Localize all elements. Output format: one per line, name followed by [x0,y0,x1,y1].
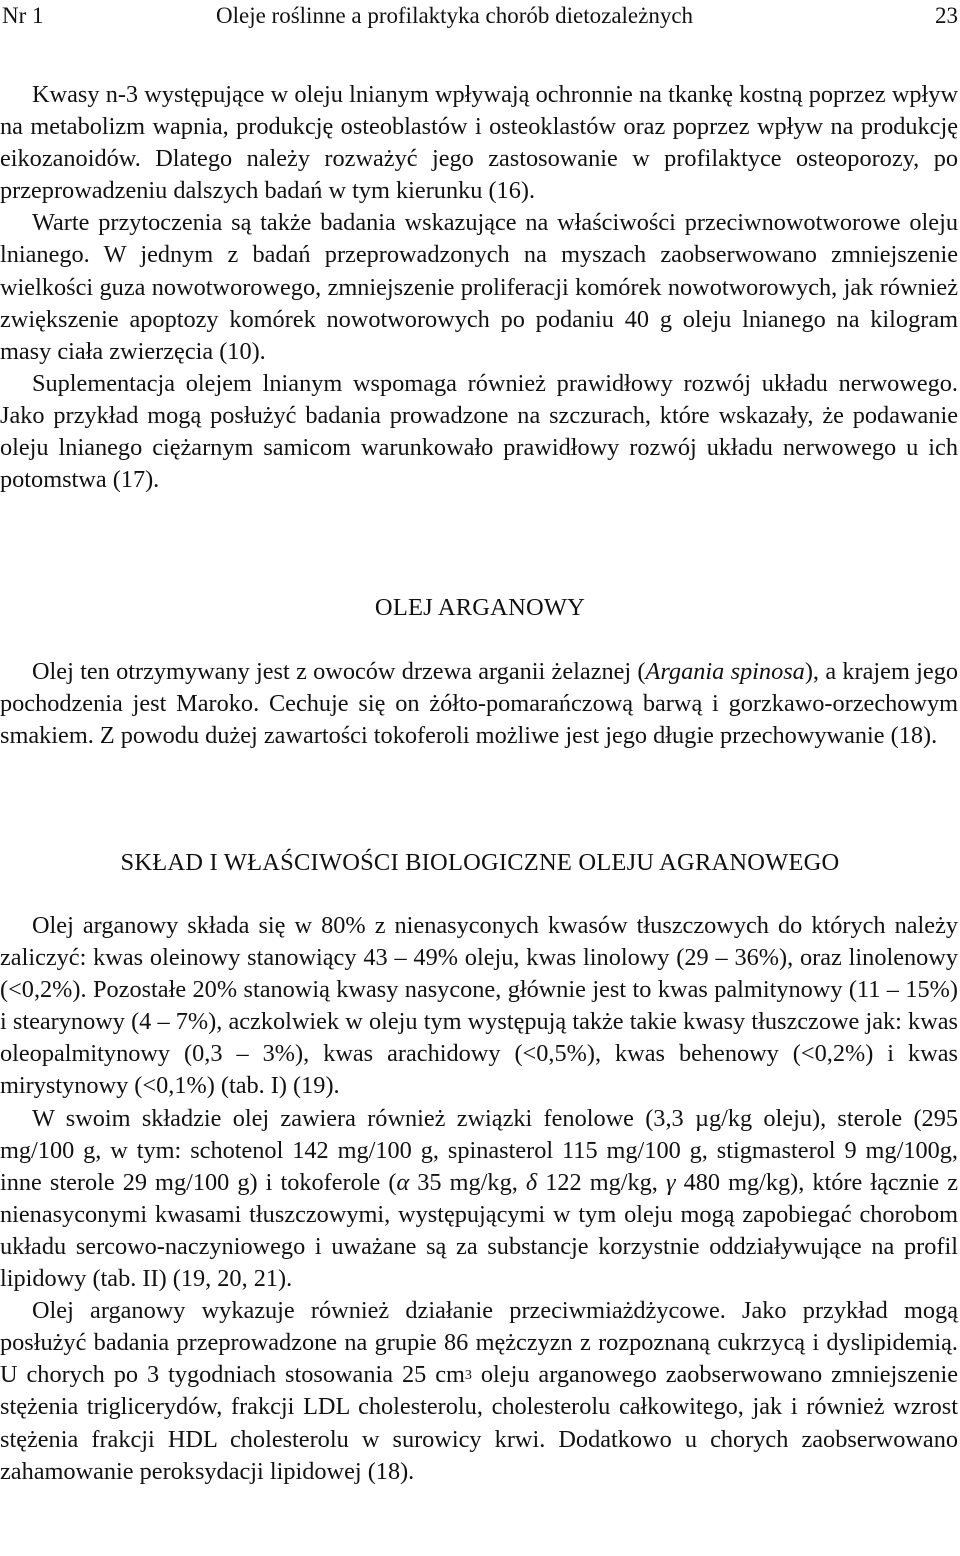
greek-delta: δ [525,1168,538,1196]
paragraph [0,1103,958,1296]
text-run: W swoim składzie olej zawiera również związki fenolowe (3,3 µg/kg oleju), sterole (295 mg/100 g, w tym: schotenol 142 mg/100 g, spinasterol 115 mg/100 g, stigmasterol 9 mg/100g, inne sterole 29 mg/100 g) i tokoferole ( [0,1104,958,1196]
text-run: oleju arganowego zaobserwowano zmniejszenie stężenia triglicerydów, frakcji LDL cholesterolu, cholesterolu całkowitego, jak i również wzrost stężenia frakcji HDL cholesterolu w surowicy krwi. Dodatkowo u chorych zaobserwowano zahamowanie peroksydacji lipidowej (18). [0,1361,958,1485]
text-run: Olej arganowy wykazuje również działanie przeciwmiażdżycowe. Jako przykład mogą posłużyć badania przeprowadzone na grupie 86 mężczyzn z rozpoznaną cukrzycą i dyslipidemią. U chorych po 3 tygodniach stosowania 25 cm [0,1297,958,1389]
running-title: Oleje roślinne a profilaktyka chorób dietozależnych [216,3,694,28]
species-name: Argania spinosa [645,658,805,685]
running-header [0,0,960,36]
paragraph: Warte przytoczenia są także badania wskazujące na właściwości przeciwnowotworowe oleju lnianego. W jednym z badań przeprowadzonych na myszach zaobserwowano zmniejszenie wielkości guza nowotworowego, zmniejszenie proliferacji komórek nowotworowych, jak również zwiększenie apoptozy komórek nowotworowych po podaniu 40 g oleju lnianego na kilogram masy ciała zwierzęcia (10). [0,209,958,365]
text-run: 122 mg/kg, [537,1168,666,1196]
superscript: 3 [464,1368,472,1384]
paragraph [0,656,958,752]
text-run: ), a krajem jego pochodzenia jest Maroko. Cechuje się on żółto-pomarańczową barwą i gorzkawo-orzechowym smakiem. Z powodu dużej zawartości tokoferoli możliwe jest jego długie przechowywanie (18). [0,658,958,750]
section-heading-argan-oil: OLEJ ARGANOWY [374,594,586,621]
greek-alpha: α [396,1168,410,1196]
page-number: 23 [935,3,958,28]
paragraph: Olej arganowy składa się w 80% z nienasyconych kwasów tłuszczowych do których należy zaliczyć: kwas oleinowy stanowiący 43 – 49% oleju, kwas linolowy (29 – 36%), oraz linolenowy (<0,2%). Pozostałe 20% stanowią kwasy nasycone, głównie jest to kwas palmitynowy (11 – 15%) i stearynowy (4 – 7%), aczkolwiek w oleju tym występują także takie kwasy tłuszczowe jak: kwas oleopalmitynowy (0,3 – 3%), kwas arachidowy (<0,5%), kwas behenowy (<0,2%) i kwas mirystynowy (<0,1%) (tab. I) (19). [0,912,958,1100]
linseed-oil-section [0,79,958,496]
composition-section [0,910,958,1488]
greek-gamma: γ [665,1168,676,1196]
text-run: Olej ten otrzymywany jest z owoców drzewa arganii żelaznej ( [32,658,646,685]
argan-oil-section [0,656,958,752]
text-run: 35 mg/kg, [409,1168,526,1196]
section-heading-composition: SKŁAD I WŁAŚCIWOŚCI BIOLOGICZNE OLEJU AGRANOWEGO [120,849,840,876]
text-run: 480 mg/kg), które łącznie z nienasyconymi kwasami tłuszczowymi, występującymi w tym oleju mogą zapobiegać chorobom układu sercowo-naczyniowego i uważane są za substancje korzystnie oddziaływujące na profil lipidowy (tab. II) (19, 20, 21). [0,1168,958,1293]
issue-number: Nr 1 [2,3,44,28]
paragraph: Suplementacja olejem lnianym wspomaga również prawidłowy rozwój układu nerwowego. Jako przykład mogą posłużyć badania prowadzone na szczurach, które wskazały, że podawanie oleju lnianego ciężarnym samicom warunkowało prawidłowy rozwój układu nerwowego u ich potomstwa (17). [0,369,958,494]
paragraph: Kwasy n-3 występujące w oleju lnianym wpływają ochronnie na tkankę kostną poprzez wpływ na metabolizm wapnia, produkcję osteoblastów i osteoklastów oraz poprzez wpływ na produkcję eikozanoidów. Dlatego należy rozważyć jego zastosowanie w profilaktyce osteoporozy, po przeprowadzeniu dalszych badań w tym kierunku (16). [0,81,958,205]
paragraph [0,1295,958,1488]
